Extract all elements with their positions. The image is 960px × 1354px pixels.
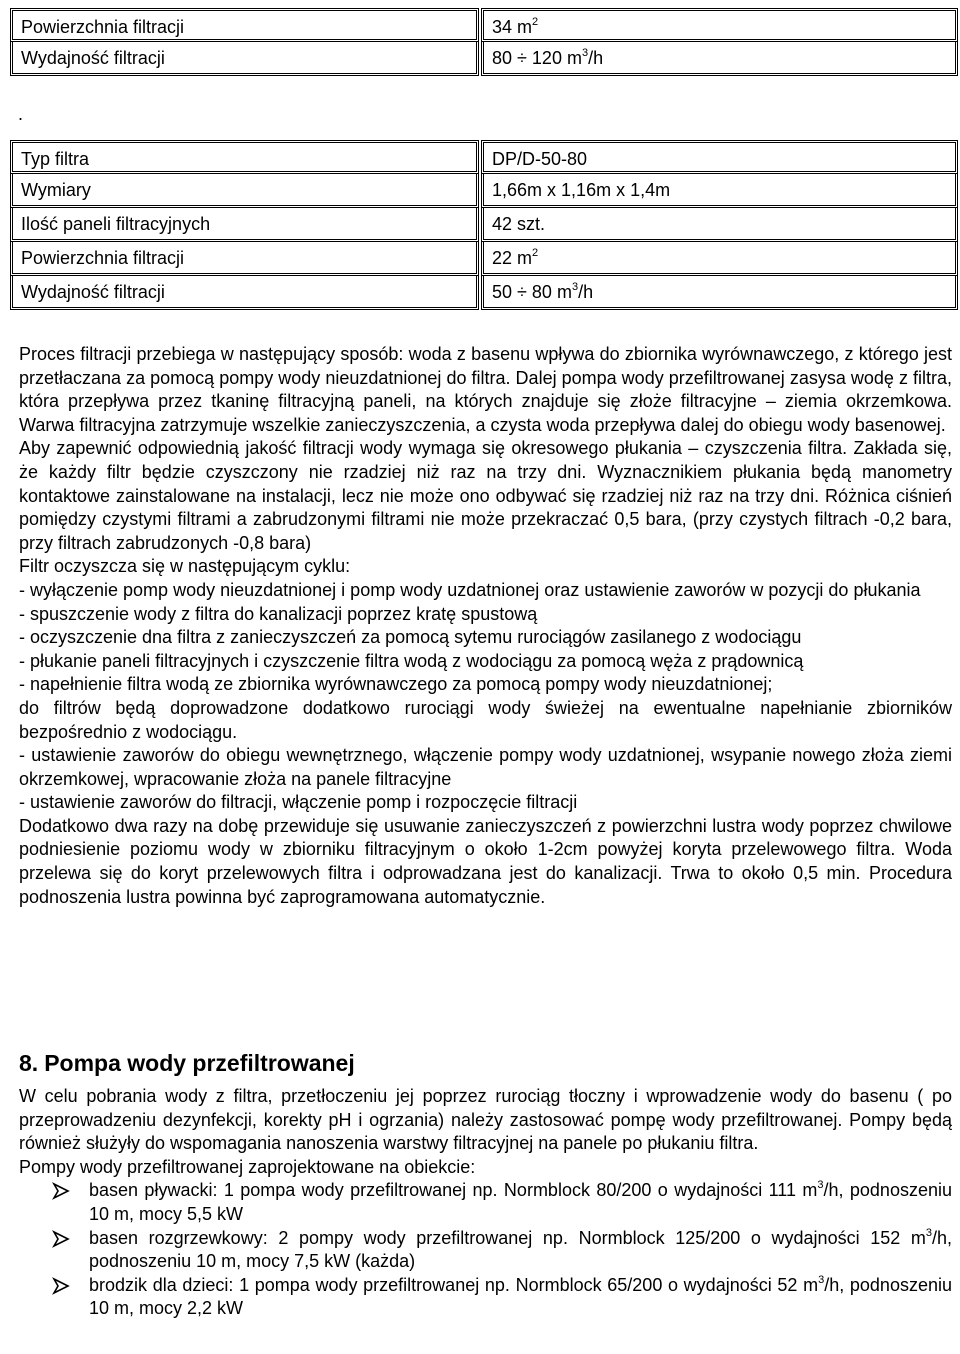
list-item: - ustawienie zaworów do obiegu wewnętrznego, włączenie pompy wody uzdatnionej, wsypanie nowego złoża ziemi okrzemkowej, wpracowanie złoża na panele filtracyjne: [19, 745, 952, 789]
arrowhead-bullet-icon: [52, 1277, 70, 1295]
table-row: [10, 242, 958, 276]
filter-spec-table-2: [10, 140, 958, 310]
separator-dot: .: [18, 104, 24, 124]
table-row: [10, 140, 958, 174]
spec-value: 50 ÷ 80 $m^3/h$: [481, 276, 958, 310]
paragraph: Proces filtracji przebiega w następujący sposób: woda z basenu wpływa do zbiornika wyrównawczego, z którego jest przetłaczana za pomocą pompy wody nieuzdatnionej do filtra. Dalej pompa wody przefiltrowanej zasysa wodę z filtra, która przepływa przez tkaninę filtracyjną paneli, na których znajduje się złoże filtracyjne – ziemia okrzemkowa. Warwa filtracyjna zatrzymuje wszelkie zanieczyszczenia, a czysta woda przepływa dalej do obiegu wody basenowej.: [19, 344, 952, 435]
paragraph: Pompy wody przefiltrowanej zaprojektowane na obiekcie:: [19, 1156, 476, 1177]
spec-label: Wymiary: [10, 174, 479, 208]
spec-value: 42 szt.: [481, 208, 958, 242]
pump-list: [19, 1179, 952, 1321]
spec-value: 22 $m^2$: [481, 242, 958, 276]
paragraph: do filtrów będą doprowadzone dodatkowo rurociągi wody świeżej na ewentualne napełnianie zbiorników bezpośrednio z wodociągu.: [19, 697, 952, 742]
section-body: [19, 1085, 952, 1321]
section-heading: [19, 1050, 355, 1077]
table-row: [10, 208, 958, 242]
paragraph: W celu pobrania wody z filtra, przetłoczeniu jej poprzez rurociąg tłoczny i wprowadzenie wody do basenu ( po przeprowadzeniu dezynfekcji, korekty pH i ogrzania) należy zastosować pompę wody przefiltrowanej. Pompy będą również służyły do wspomagania nanoszenia warstwy filtracyjnej na panele po płukaniu filtra.: [19, 1086, 952, 1154]
spec-label: Wydajność filtracji: [10, 276, 479, 310]
spec-value: 34 $m^2$: [481, 8, 958, 42]
section-number: 8.: [19, 1050, 39, 1076]
arrowhead-bullet-icon: [52, 1230, 70, 1248]
spec-value: 80 ÷ 120 $m^3/h$: [481, 42, 958, 76]
spec-label: Typ filtra: [10, 140, 479, 174]
list-item: - ustawienie zaworów do filtracji, włączenie pomp i rozpoczęcie filtracji: [19, 792, 578, 813]
table-row: [10, 174, 958, 208]
table-row: [10, 276, 958, 310]
list-item: basen pływacki: 1 pompa wody przefiltrowanej np. Normblock 80/200 o wydajności 111 $m^3/h$, podnoszeniu 10 m, mocy 5,5 kW: [19, 1179, 952, 1226]
paragraph: Aby zapewnić odpowiednią jakość filtracji wody wymaga się okresowego płukania – czyszczenia filtra. Zakłada się, że każdy filtr będzie czyszczony nie rzadziej niż raz na trzy dni. Wyznacznikiem płukania będą manometry kontaktowe zainstalowane na instalacji, lecz nie może ono odbywać się rzadziej niż raz na trzy dni. Różnica ciśnień pomiędzy czystymi filtrami a zabrudzonymi filtrami nie może przekraczać 0,5 bara, (przy czystych filtrach -0,2 bara, przy filtrach zabrudzonych -0,8 bara): [19, 438, 952, 553]
arrowhead-bullet-icon: [52, 1182, 70, 1200]
spec-label: Ilość paneli filtracyjnych: [10, 208, 479, 242]
list-item: - wyłączenie pomp wody nieuzdatnionej i pomp wody uzdatnionej oraz ustawienie zaworów w pozycji do płukania: [19, 579, 921, 600]
paragraph: Filtr oczyszcza się w następującym cyklu:: [19, 556, 351, 577]
spec-label: Powierzchnia filtracji: [10, 242, 479, 276]
list-item: - napełnienie filtra wodą ze zbiornika wyrównawczego za pomocą pompy wody nieuzdatnionej;: [19, 674, 773, 695]
spec-label: Powierzchnia filtracji: [10, 8, 479, 42]
list-item: - spuszczenie wody z filtra do kanalizacji poprzez kratę spustową: [19, 603, 538, 624]
spec-value: DP/D-50-80: [481, 140, 958, 174]
paragraph: Dodatkowo dwa razy na dobę przewiduje się usuwanie zanieczyszczeń z powierzchni lustra wody poprzez chwilowe podniesienie poziomu wody w zbiorniku filtracyjnym o około 1-2cm powyżej koryta przelewowego filtra. Woda przelewa się do koryt przelewowych filtra i odprowadzana jest do kanalizacji. Trwa to około 0,5 min. Procedura podnoszenia lustra powinna być zaprogramowana automatycznie.: [19, 815, 952, 907]
filter-spec-table-1: [10, 8, 958, 76]
table-row: [10, 42, 958, 76]
list-item: - płukanie paneli filtracyjnych i czyszczenie filtra wodą z wodociągu za pomocą węża z prądownicą: [19, 650, 804, 671]
process-description: [19, 343, 952, 909]
table-row: [10, 8, 958, 42]
spec-label: Wydajność filtracji: [10, 42, 479, 76]
spec-value: 1,66m x 1,16m x 1,4m: [481, 174, 958, 208]
list-item: - oczyszczenie dna filtra z zanieczyszczeń za pomocą sytemu rurociągów zasilanego z wodociągu: [19, 627, 802, 648]
list-item: brodzik dla dzieci: 1 pompa wody przefiltrowanej np. Normblock 65/200 o wydajności 52 $m^3/h$, podnoszeniu 10 m, mocy 2,2 kW: [19, 1274, 952, 1321]
section-title: Pompa wody przefiltrowanej: [44, 1050, 355, 1076]
list-item: basen rozgrzewkowy: 2 pompy wody przefiltrowanej np. Normblock 125/200 o wydajności 152 $m^3/h$, podnoszeniu 10 m, mocy 7,5 kW (każda): [19, 1227, 952, 1274]
